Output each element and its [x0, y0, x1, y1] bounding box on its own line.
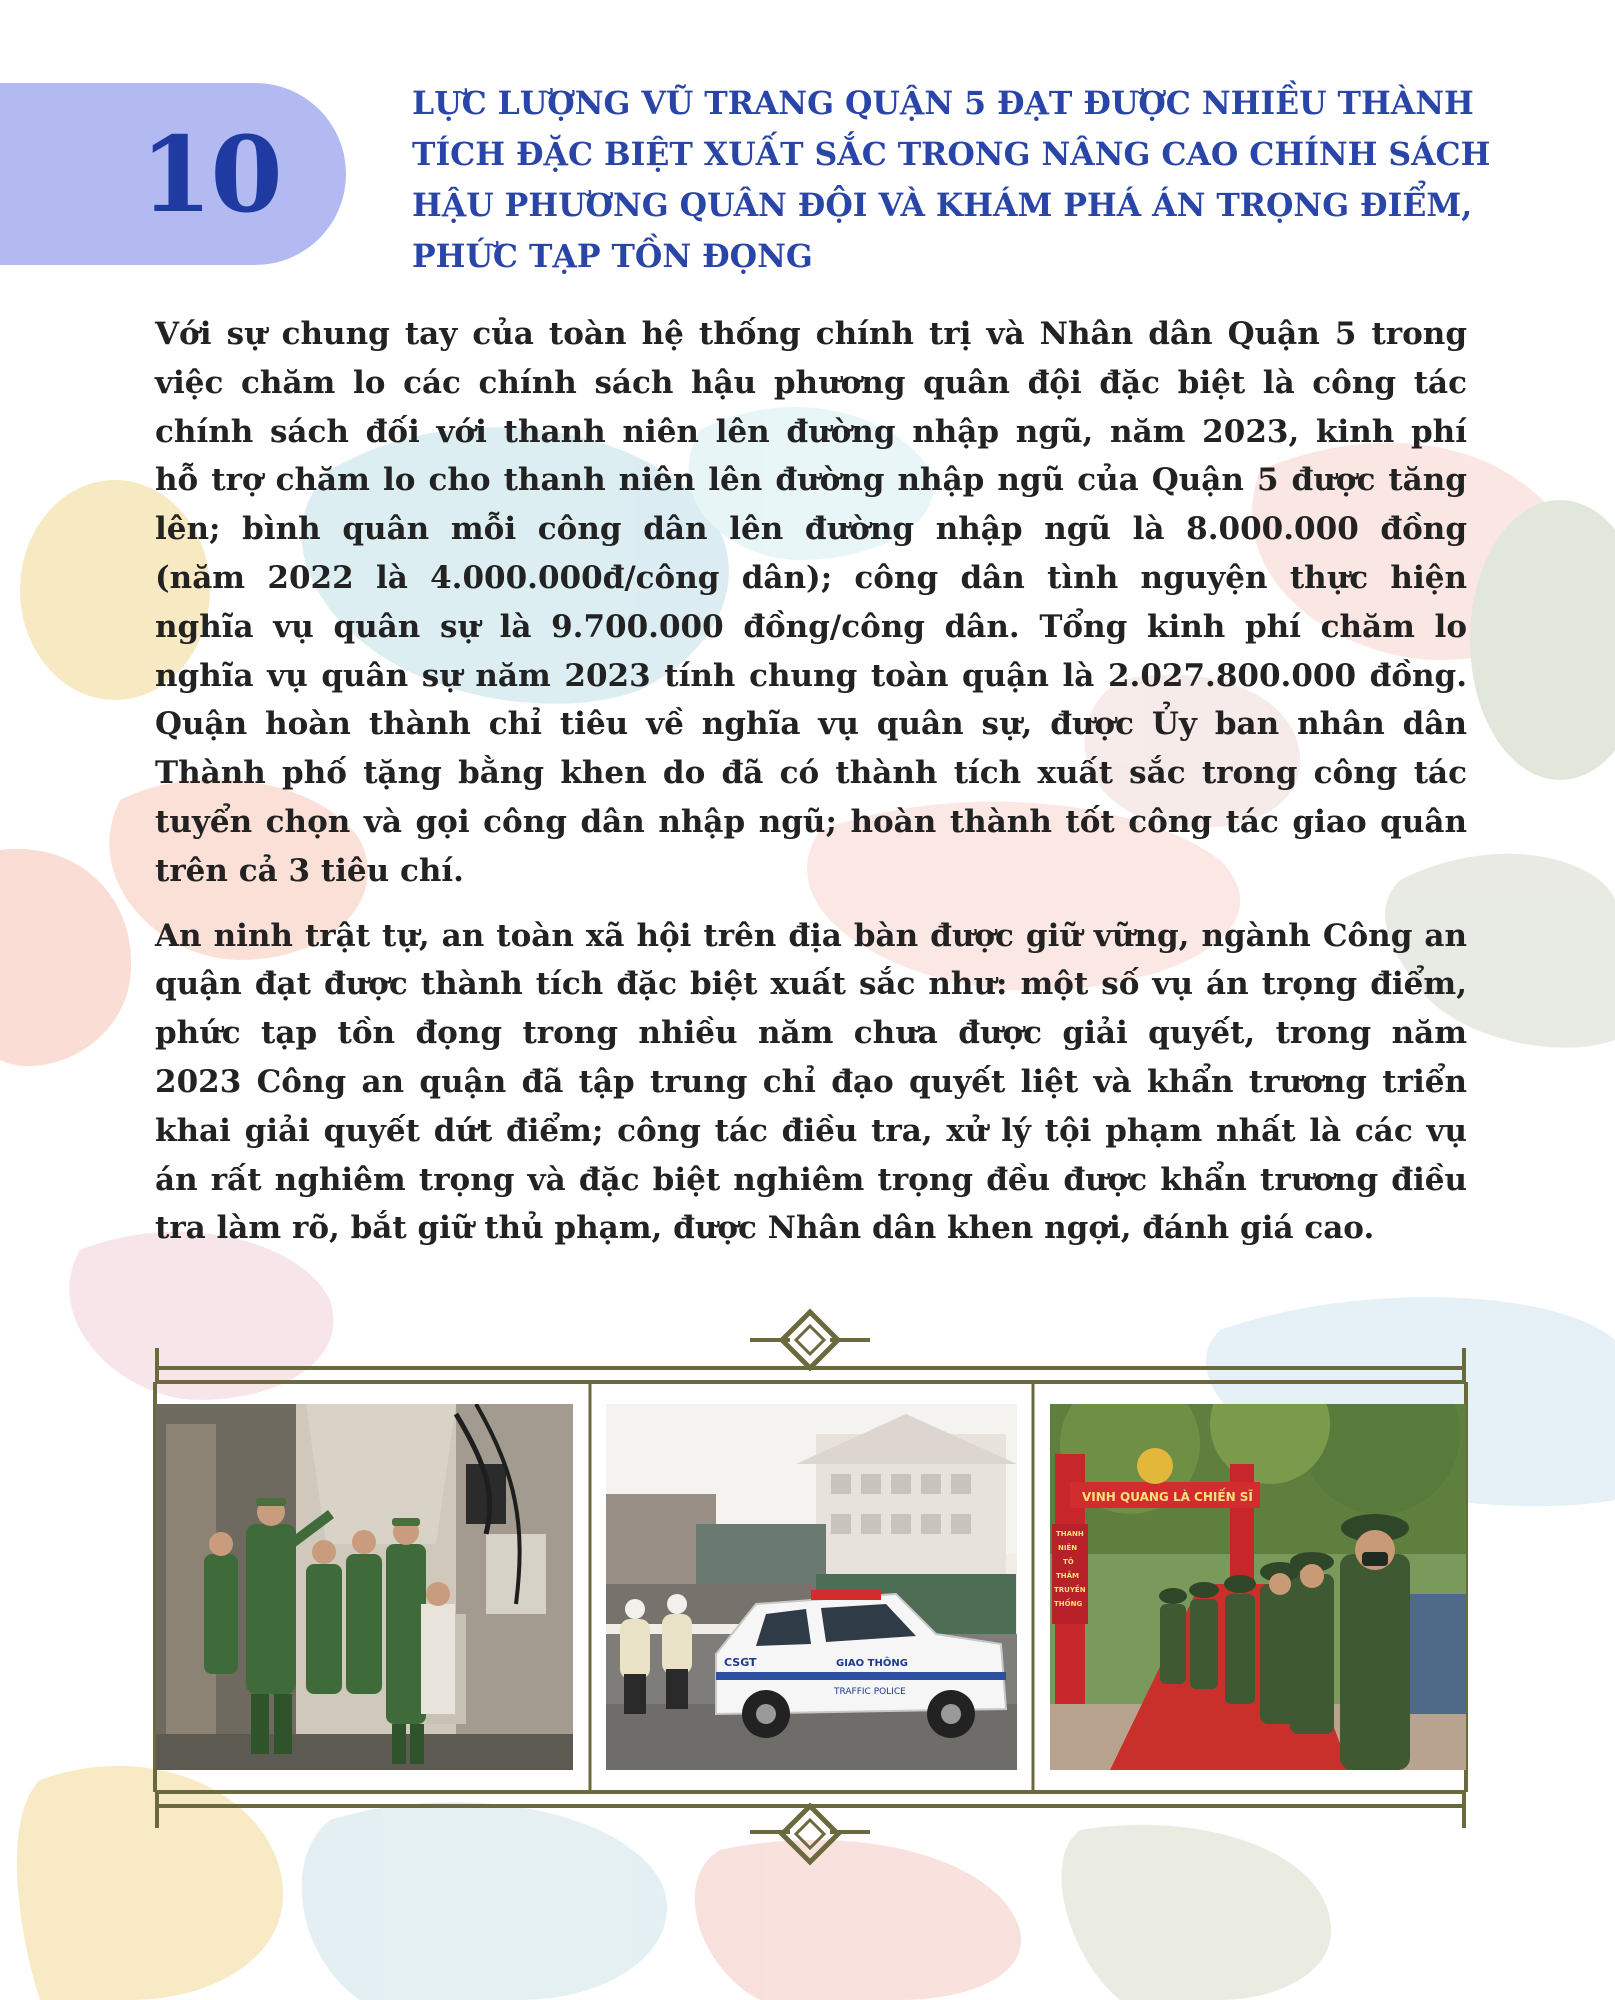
section-title-line: TÍCH ĐẶC BIỆT XUẤT SẮC TRONG NÂNG CAO CHÍNH SÁCH — [412, 136, 1491, 173]
text-line: khai giải quyết dứt điểm; công tác điều tra, xử lý tội phạm nhất là các vụ — [155, 1112, 1467, 1149]
text-line: lên; bình quân mỗi công dân lên đường nhập ngũ là 8.000.000 đồng — [155, 511, 1467, 548]
section-title-line: PHỨC TẠP TỒN ĐỌNG — [412, 238, 813, 275]
text-line: tra làm rõ, bắt giữ thủ phạm, được Nhân dân khen ngợi, đánh giá cao. — [155, 1210, 1375, 1247]
text-line: quận đạt được thành tích đặc biệt xuất sắc như: một số vụ án trọng điểm, — [155, 966, 1467, 1003]
photo-traffic-police-car — [606, 1404, 1017, 1770]
text-line: nghĩa vụ quân sự là 9.700.000 đồng/công dân. Tổng kinh phí chăm lo — [155, 608, 1467, 645]
car-police-label: TRAFFIC POLICE — [834, 1687, 906, 1697]
gate-sign-line: TÔ — [1063, 1558, 1074, 1566]
gate-banner-text: VINH QUANG LÀ CHIẾN SĨ — [1082, 1490, 1253, 1504]
gate-sign-line: NIÊN — [1058, 1544, 1078, 1552]
text-line: tuyển chọn và gọi công dân nhập ngũ; hoàn thành tốt công tác giao quân — [155, 803, 1467, 840]
section-title-line: HẬU PHƯƠNG QUÂN ĐỘI VÀ KHÁM PHÁ ÁN TRỌNG ĐIỂM, — [412, 187, 1473, 224]
text-line: phức tạp tồn đọng trong nhiều năm chưa được giải quyết, trong năm — [155, 1015, 1467, 1052]
gate-sign-line: TRUYỀN — [1054, 1586, 1086, 1594]
text-line: Với sự chung tay của toàn hệ thống chính trị và Nhân dân Quận 5 trong — [155, 316, 1467, 352]
photo-police-inspection — [156, 1404, 573, 1770]
gate-sign-line: THẮM — [1056, 1572, 1080, 1580]
text-line: trên cả 3 tiêu chí. — [155, 852, 464, 889]
text-line: (năm 2022 là 4.000.000đ/công dân); công dân tình nguyện thực hiện — [155, 559, 1467, 596]
text-line: hỗ trợ chăm lo cho thanh niên lên đường nhập ngũ của Quận 5 được tăng — [155, 462, 1467, 499]
text-line: việc chăm lo các chính sách hậu phương quân đội đặc biệt là công tác — [155, 364, 1467, 401]
text-line: An ninh trật tự, an toàn xã hội trên địa bàn được giữ vững, ngành Công an — [155, 917, 1467, 954]
text-line: án rất nghiêm trọng và đặc biệt nghiêm trọng đều được khẩn trương điều — [155, 1161, 1467, 1198]
gate-sign-line: THỐNG — [1054, 1600, 1083, 1608]
gate-sign-line: THANH — [1056, 1530, 1084, 1538]
car-side-label-2: GIAO THÔNG — [836, 1658, 908, 1669]
photo-recruits-ceremony — [1050, 1404, 1466, 1770]
section-number: 10 — [140, 113, 281, 236]
car-side-label: CSGT — [724, 1656, 757, 1669]
text-line: 2023 Công an quận đã tập trung chỉ đạo quyết liệt và khẩn trương triển — [155, 1063, 1467, 1100]
text-line: Thành phố tặng bằng khen do đã có thành tích xuất sắc trong công tác — [155, 755, 1467, 792]
text-line: Quận hoàn thành chỉ tiêu về nghĩa vụ quân sự, được Ủy ban nhân dân — [155, 706, 1467, 743]
section-title-line: LỰC LƯỢNG VŨ TRANG QUẬN 5 ĐẠT ĐƯỢC NHIỀU THÀNH — [412, 85, 1474, 122]
text-line: chính sách đối với thanh niên lên đường nhập ngũ, năm 2023, kinh phí — [155, 413, 1467, 450]
text-line: nghĩa vụ quân sự năm 2023 tính chung toàn quận là 2.027.800.000 đồng. — [155, 657, 1467, 694]
